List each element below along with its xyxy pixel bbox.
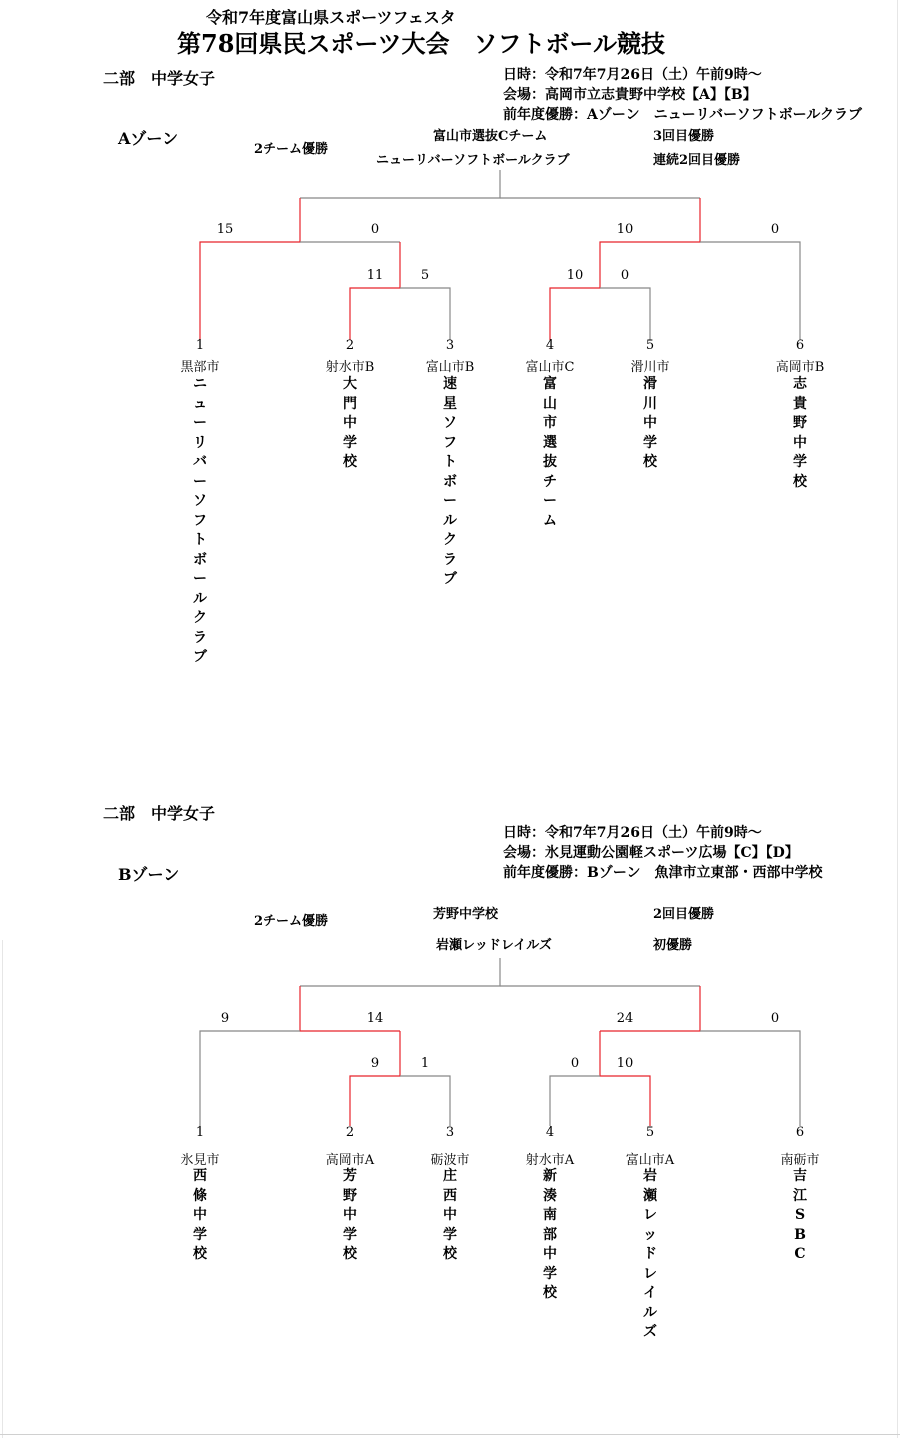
event-title: 第78回県民スポーツ大会 ソフトボール競技 (177, 29, 665, 58)
venue-info: 会場：高岡市立志貴野中学校【A】【B】 (503, 87, 757, 103)
entry-number: 1 (195, 1125, 205, 1140)
entry-team-name: 大門中学校 (343, 376, 357, 470)
previous-winner-info: 前年度優勝：Bゾーン 魚津市立東部・西部中学校 (503, 865, 823, 881)
entry-number: 2 (345, 1125, 355, 1140)
score: 5 (420, 268, 430, 283)
score: 15 (216, 222, 234, 237)
bracket-line (400, 1076, 450, 1126)
entry-number: 4 (545, 1125, 555, 1140)
score: 9 (370, 1056, 380, 1071)
score: 1 (420, 1056, 430, 1071)
winner-count: 初優勝 (653, 938, 693, 953)
division-label: 二部 中学女子 (103, 69, 216, 88)
entry-city: 高岡市A (325, 1153, 375, 1168)
bracket-line (300, 958, 500, 986)
winner-note: 2チーム優勝 (254, 142, 329, 157)
zone-label: Aゾーン (118, 129, 179, 148)
winner-path (600, 1031, 650, 1126)
entry-number: 2 (345, 338, 355, 353)
division-label: 二部 中学女子 (103, 804, 216, 823)
winner-count: 2回目優勝 (653, 907, 715, 922)
score: 0 (570, 1056, 580, 1071)
entry-city: 富山市C (525, 360, 575, 375)
entry-team-name: 速星ソフトボールクラブ (443, 376, 457, 587)
score: 24 (616, 1011, 634, 1026)
entry-team-name: 西條中学校 (193, 1168, 207, 1262)
score: 0 (370, 222, 380, 237)
entry-city: 射水市A (525, 1153, 575, 1168)
entry-team-name: 富山市選抜チーム (543, 376, 557, 529)
score: 0 (770, 1011, 780, 1026)
entry-city: 射水市B (325, 360, 375, 375)
venue-info: 会場：氷見運動公園軽スポーツ広場【C】【D】 (503, 845, 799, 861)
date-info: 日時：令和7年7月26日（土）午前9時～ (503, 67, 762, 83)
score: 10 (566, 268, 584, 283)
winner-team: 富山市選抜Cチーム (433, 129, 548, 144)
entry-team-name: 芳野中学校 (343, 1168, 357, 1262)
date-info: 日時：令和7年7月26日（土）午前9時～ (503, 825, 762, 841)
bracket-line (200, 1031, 300, 1126)
entry-city: 南砺市 (780, 1153, 820, 1168)
entry-number: 5 (645, 1125, 655, 1140)
entry-team-name: 吉江SBC (793, 1168, 807, 1262)
entry-number: 3 (445, 1125, 455, 1140)
entry-team-name: 庄西中学校 (443, 1168, 457, 1262)
winner-team: 芳野中学校 (433, 907, 499, 922)
winner-path (350, 1031, 400, 1126)
winner-count: 3回目優勝 (653, 129, 715, 144)
previous-winner-info: 前年度優勝：Aゾーン ニューリバーソフトボールクラブ (503, 107, 863, 123)
entry-number: 3 (445, 338, 455, 353)
bracket-line (700, 1031, 800, 1126)
event-subtitle: 令和7年度富山県スポーツフェスタ (206, 8, 456, 27)
score: 11 (366, 268, 384, 283)
entry-team-name: 新湊南部中学校 (543, 1168, 557, 1301)
score: 14 (366, 1011, 384, 1026)
score: 10 (616, 1056, 634, 1071)
entry-team-name: 滑川中学校 (643, 376, 657, 470)
zone-label: Bゾーン (118, 865, 180, 884)
entry-number: 6 (795, 1125, 805, 1140)
entry-city: 黒部市 (180, 360, 220, 375)
score: 10 (616, 222, 634, 237)
entry-number: 5 (645, 338, 655, 353)
score: 0 (770, 222, 780, 237)
entry-number: 6 (795, 338, 805, 353)
entry-team-name: 志貴野中学校 (793, 376, 807, 490)
entry-city: 滑川市 (630, 360, 670, 375)
score: 0 (620, 268, 630, 283)
entry-team-name: 岩瀬レッドレイルズ (643, 1168, 657, 1340)
winner-team: ニューリバーソフトボールクラブ (376, 153, 570, 168)
winner-team: 岩瀬レッドレイルズ (436, 938, 552, 953)
entry-team-name: ニューリバーソフトボールクラブ (193, 376, 207, 665)
entry-number: 4 (545, 338, 555, 353)
entry-city: 富山市A (625, 1153, 675, 1168)
winner-note: 2チーム優勝 (254, 914, 329, 929)
entry-city: 富山市B (425, 360, 475, 375)
winner-count: 連続2回目優勝 (653, 153, 741, 168)
entry-number: 1 (195, 338, 205, 353)
entry-city: 高岡市B (775, 360, 825, 375)
bracket-line (550, 1076, 600, 1126)
entry-city: 砺波市 (430, 1153, 470, 1168)
score: 9 (220, 1011, 230, 1026)
entry-city: 氷見市 (180, 1153, 220, 1168)
